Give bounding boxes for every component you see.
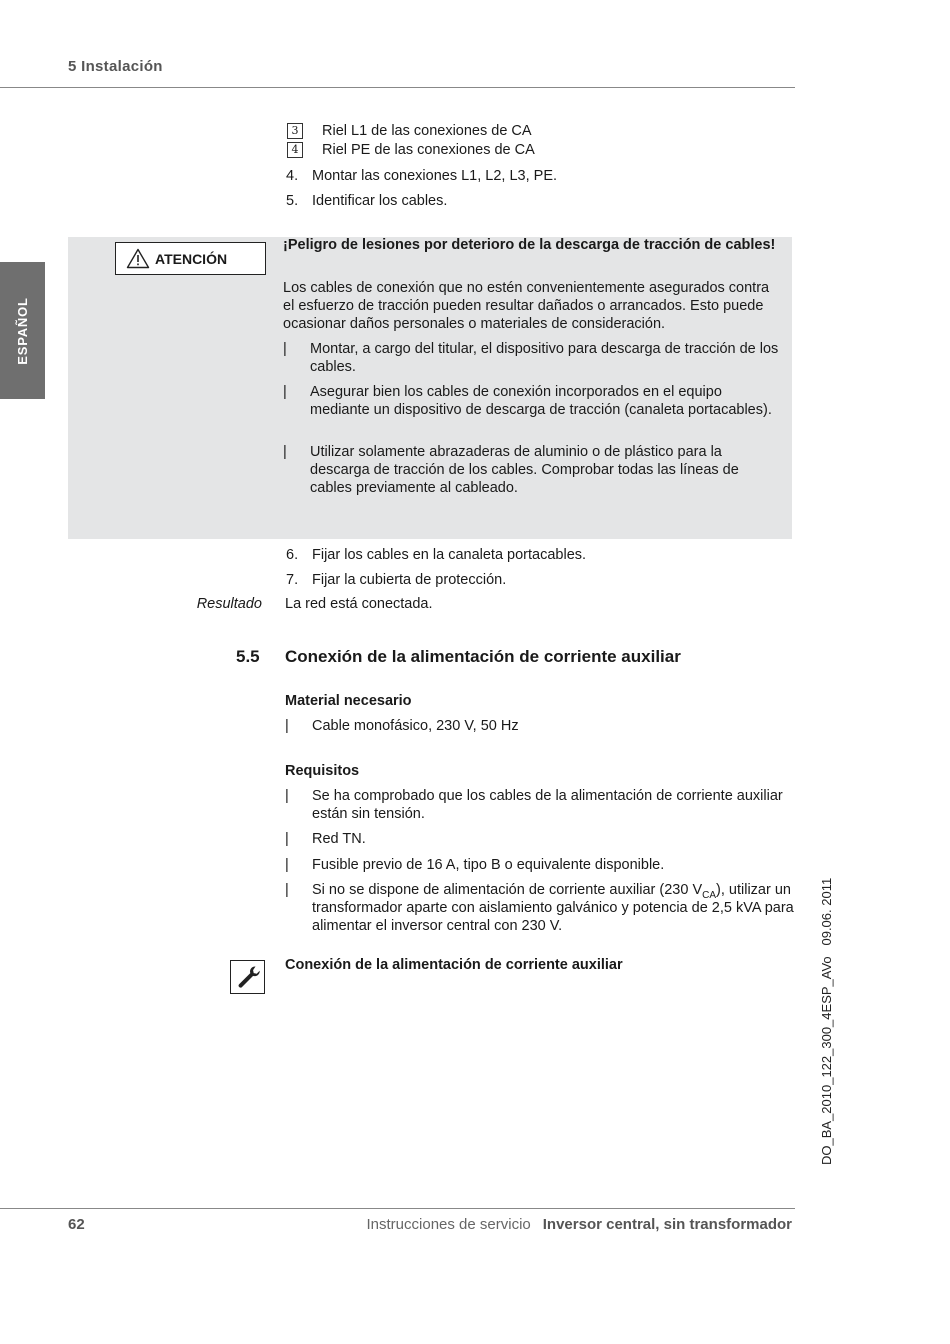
header-section-title: 5 Instalación (68, 58, 163, 75)
material-item (285, 717, 795, 735)
step-number: 5. (286, 193, 299, 209)
footer-rule (0, 1208, 795, 1209)
result-text: La red está conectada. (285, 596, 433, 612)
bullet-marker: | (285, 718, 289, 734)
result-label: Resultado (196, 596, 262, 612)
bullet-marker: | (285, 857, 289, 873)
step-item (286, 571, 506, 589)
step-item (286, 167, 557, 185)
page-number: 62 (68, 1216, 85, 1233)
product-name: Inversor central, sin transformador (542, 1216, 792, 1233)
section-title: Conexión de la alimentación de corriente auxiliar (285, 647, 681, 666)
warning-bullet (283, 383, 783, 419)
warning-body: Los cables de conexión que no estén convenientemente asegurados contra el esfuerzo de tracción pueden resultar dañados o arrancados. Esto puede ocasionar daños personales o materiales de consideración. (283, 280, 770, 332)
attention-badge (115, 242, 266, 275)
wrench-box (230, 960, 265, 994)
manual-type: Instrucciones de servicio (366, 1216, 531, 1233)
material-item-text: Cable monofásico, 230 V, 50 Hz (312, 718, 519, 734)
language-tab (0, 262, 45, 399)
warning-bullet-text: Asegurar bien los cables de conexión incorporados en el equipo mediante un dispositivo de descarga de tracción (canaleta portacables). (310, 384, 772, 418)
step-text: Identificar los cables. (312, 193, 448, 209)
legend-item (287, 122, 532, 140)
section-number: 5.5 (236, 647, 260, 666)
procedure-title: Conexión de la alimentación de corriente auxiliar (285, 957, 623, 973)
language-tab-label: ESPAÑOL (14, 296, 30, 365)
warning-bullet (283, 443, 783, 497)
bullet-marker: | (285, 831, 289, 847)
requirement-text: Si no se dispone de alimentación de corriente auxiliar (230 $V_{CA}$), utilizar un transformador aparte con aislamiento galvánico y potencia de 2,5 kVA para alimentar el inversor central con 230 V. (312, 882, 794, 934)
warning-title: ¡Peligro de lesiones por deterioro de la descarga de tracción de cables! (283, 237, 776, 253)
step-text: Fijar los cables en la canaleta portacables. (312, 547, 587, 563)
warning-bullet (283, 340, 783, 376)
bullet-marker: | (283, 341, 287, 357)
step-number: 6. (286, 547, 299, 563)
step-number: 4. (286, 168, 299, 184)
requirement-item (285, 787, 795, 823)
warning-bullet-text: Utilizar solamente abrazaderas de aluminio o de plástico para la descarga de tracción de los cables. Comprobar todas las líneas de cables previamente al cableado. (310, 444, 739, 496)
requirement-text: Red TN. (312, 831, 366, 847)
bullet-marker: | (285, 788, 289, 804)
requirement-item (285, 856, 795, 874)
requirement-text: Fusible previo de 16 A, tipo B o equivalente disponible. (312, 857, 665, 873)
warning-bullet-text: Montar, a cargo del titular, el dispositivo para descarga de tracción de los cables. (310, 341, 779, 375)
requirements-heading: Requisitos (285, 763, 360, 779)
step-item (286, 546, 586, 564)
material-heading: Material necesario (285, 693, 412, 709)
requirement-item (285, 830, 795, 848)
attention-label: ATENCIÓN (155, 250, 228, 267)
wrench-icon (235, 964, 261, 990)
legend-number: 4 (287, 142, 303, 158)
warning-triangle-icon (126, 248, 150, 269)
step-number: 7. (286, 572, 299, 588)
legend-text: Riel PE de las conexiones de CA (322, 142, 535, 158)
requirement-text: Se ha comprobado que los cables de la alimentación de corriente auxiliar están sin tensión. (312, 788, 783, 822)
legend-number: 3 (287, 123, 303, 139)
legend-text: Riel L1 de las conexiones de CA (322, 123, 532, 139)
step-item (286, 192, 447, 210)
step-text: Montar las conexiones L1, L2, L3, PE. (312, 168, 558, 184)
requirement-item (285, 881, 795, 935)
document-code: DO_BA_2010_122_300_4ESP_AVo 09.06. 2011 (819, 877, 834, 1165)
legend-item (287, 141, 535, 159)
bullet-marker: | (285, 882, 289, 898)
header-rule (0, 87, 795, 88)
footer-title (367, 1216, 793, 1234)
bullet-marker: | (283, 444, 287, 460)
step-text: Fijar la cubierta de protección. (312, 572, 507, 588)
bullet-marker: | (283, 384, 287, 400)
